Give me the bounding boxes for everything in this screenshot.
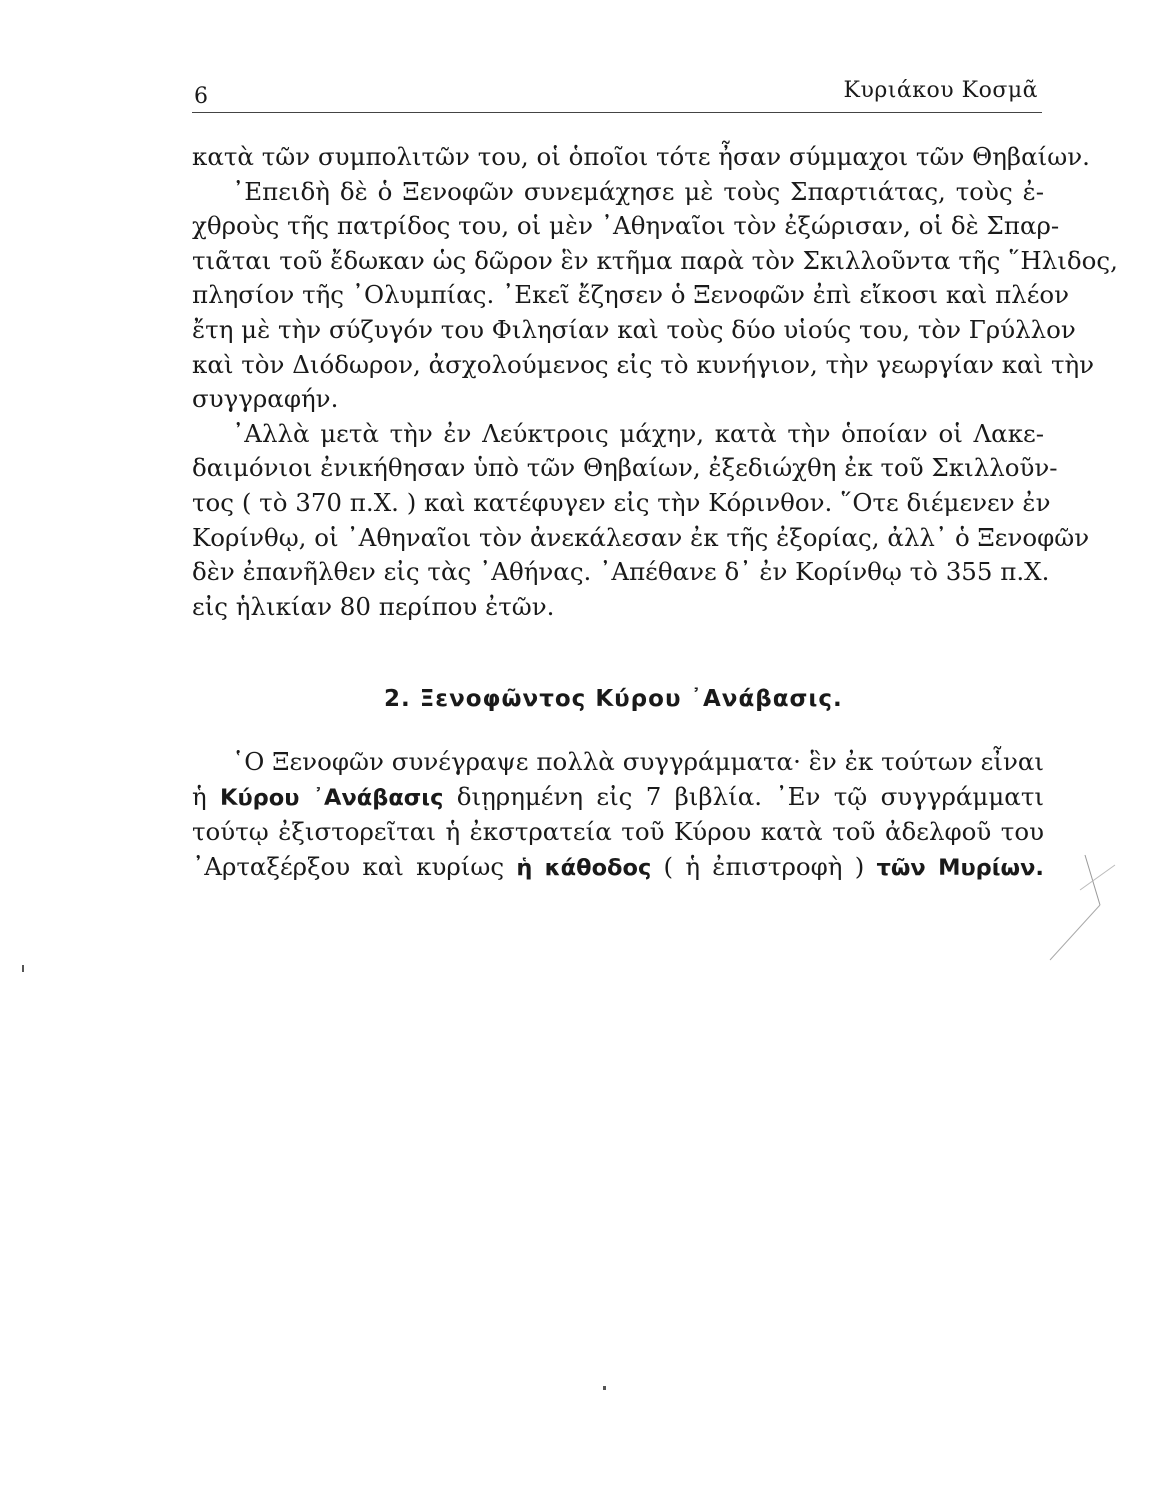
emphasis-text: ἡ κάθοδος — [516, 854, 652, 881]
page-header — [192, 78, 1042, 113]
text-line: ᾿Επειδὴ δὲ ὁ Ξενοφῶν συνεμάχησε μὲ τοὺς Σπαρτιάτας, τοὺς ἐ- — [232, 176, 1044, 206]
text-line: ᾿Αλλὰ μετὰ τὴν ἐν Λεύκτροις μάχην, κατὰ τὴν ὁποίαν οἱ Λακε- — [232, 418, 1044, 448]
text-line: ἔτη μὲ τὴν σύζυγόν του Φιλησίαν καὶ τοὺς δύο υἱούς του, τὸν Γρύλλον — [192, 314, 1076, 344]
paragraph-1 — [192, 140, 1118, 417]
text-run: διῃρημένη εἰς 7 βιβλία. ᾿Εν τῷ συγγράμματι — [456, 781, 1044, 811]
text-line — [192, 780, 1044, 816]
text-line: τιᾶται τοῦ ἔδωκαν ὡς δῶρον ἓν κτῆμα παρὰ τὸν Σκιλλοῦντα τῆς ῞Ηλιδος, — [192, 245, 1118, 275]
scan-speck — [603, 1386, 606, 1390]
text-line: δὲν ἐπανῆλθεν εἰς τὰς ᾿Αθήνας. ᾿Απέθανε δ᾿ ἐν Κορίνθῳ τὸ 355 π.Χ. — [192, 557, 1050, 587]
text-line: συγγραφήν. — [192, 384, 339, 414]
body-text — [192, 140, 1118, 624]
text-line: Κορίνθῳ, οἱ ᾿Αθηναῖοι τὸν ἀνεκάλεσαν ἐκ τῆς ἐξορίας, ἀλλ᾿ ὁ Ξενοφῶν — [192, 522, 1090, 552]
running-head: Κυριάκου Κοσμᾶ — [843, 78, 1038, 103]
emphasis-text: τῶν Μυρίων — [876, 854, 1036, 881]
paragraph-2 — [192, 417, 1090, 625]
text-line: τούτῳ ἐξιστορεῖται ἡ ἐκστρατεία τοῦ Κύρου κατὰ τοῦ ἀδελφοῦ του — [192, 817, 1044, 847]
section-heading: 2. Ξενοφῶντος Κύρου ᾿Ανάβασις. — [384, 686, 843, 712]
text-line: ῾Ο Ξενοφῶν συνέγραψε πολλὰ συγγράμματα· ἓν ἐκ τούτων εἶναι — [232, 747, 1044, 776]
text-line: δαιμόνιοι ἐνικήθησαν ὑπὸ τῶν Θηβαίων, ἐξεδιώχθη ἐκ τοῦ Σκιλλοῦν- — [192, 453, 1058, 483]
text-line: πλησίον τῆς ᾿Ολυμπίας. ᾿Εκεῖ ἔζησεν ὁ Ξενοφῶν ἐπὶ εἴκοσι καὶ πλέον — [192, 280, 1070, 310]
text-line: τος ( τὸ 370 π.Χ. ) καὶ κατέφυγεν εἰς τὴν Κόρινθον. ῞Οτε διέμενεν ἐν — [192, 487, 1051, 517]
section-paragraph — [192, 745, 1044, 885]
text-line: εἰς ἡλικίαν 80 περίπου ἐτῶν. — [192, 591, 555, 621]
text-run: ᾿Αρταξέρξου καὶ κυρίως — [192, 851, 505, 881]
text-run: ( ἡ ἐπιστροφὴ ) — [663, 851, 865, 881]
page-number: 6 — [194, 84, 208, 109]
text-line: χθροὺς τῆς πατρίδος του, οἱ μὲν ᾿Αθηναῖοι τὸν ἐξώρισαν, οἱ δὲ Σπαρ- — [192, 211, 1060, 241]
text-run: ἡ — [192, 781, 207, 811]
text-line: κατὰ τῶν συμπολιτῶν του, οἱ ὁποῖοι τότε ἦσαν σύμμαχοι τῶν Θηβαίων. — [192, 142, 1090, 171]
text-line: καὶ τὸν Διόδωρον, ἀσχολούμενος εἰς τὸ κυνήγιον, τὴν γεωργίαν καὶ τὴν — [192, 349, 1095, 379]
scan-scratch-mark — [1040, 850, 1130, 970]
text-run: . — [1035, 854, 1044, 881]
scan-speck — [22, 965, 24, 972]
book-title: Κύρου ᾿Ανάβασις — [220, 784, 444, 811]
text-line — [192, 850, 1044, 886]
